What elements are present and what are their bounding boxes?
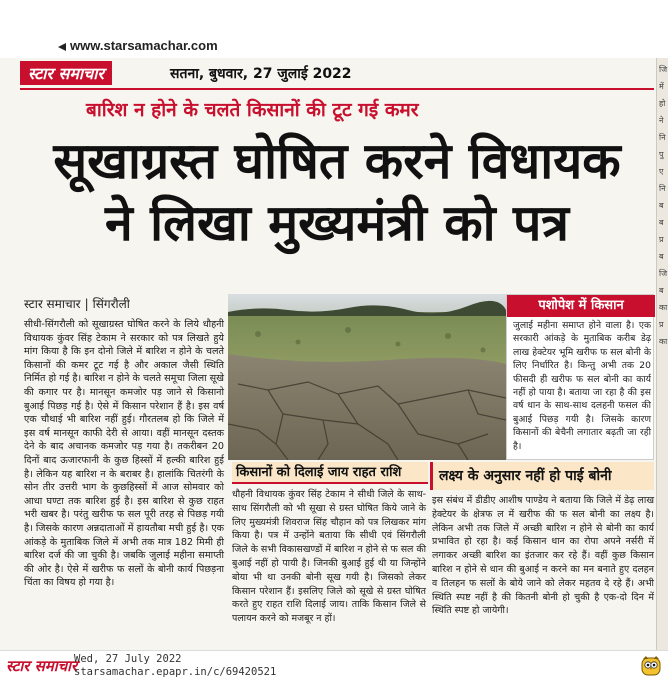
footer-bar [0,650,668,680]
edge-fragment: ब [659,286,664,295]
dateline: सतना, बुधवार, 27 जुलाई 2022 [170,66,352,82]
masthead [20,58,654,90]
edge-fragment: ब [659,218,664,227]
edge-fragment: का [659,337,668,346]
edge-fragment: में [659,82,664,91]
subhead-relief: किसानों को दिलाई जाय राहत राशि [232,462,428,484]
site-url[interactable]: www.starsamachar.com [58,38,218,53]
edge-fragment: नि [659,184,666,193]
byline-place: सिंगरौली [92,297,130,311]
footer-date: Wed, 27 July 2022 [74,653,182,665]
edge-fragment: जि [659,269,668,278]
edge-fragment: ने [659,116,664,125]
edge-fragment: ब [659,252,664,261]
dry-field-illustration [228,294,506,460]
dry-field-photo [228,294,506,460]
body-column-right: इस संबंध में डीडीए आशीष पाण्डेय ने बताया कि जिले में डेढ़ लाख हेक्टेयर के क्षेत्रफ ल में खरीफ की फ सल बोनी का लक्ष्य है। लेकिन अभी तक जिले में अच्छी बारिश न होने से बोनी का कार्य प्रभावित हो रहा है। कई किसान धान का रोपा अपने नर्सरी में लगाकर अच्छी बारिश का इंतजार कर रहे हैं। वहीं कुछ किसान बारिश न होने से धान की बुआई न करने का मन बनाते हुए दलहन व तिलहन फ सलों के बोये जाने को लेकर महतव दे रहे हैं। अभी स्थिति स्पष्ट नहीं है की कितनी बोनी हो चुकी है एक-दो दिन में स्थिति स्पष्ट हो जायेगी। [432,495,654,617]
edge-fragment: का [659,303,668,312]
subhead-target: लक्ष्य के अनुसार नहीं हो पाई बोनी [430,462,654,490]
sidebar-title: पशोपेश में किसान [507,295,655,317]
edge-fragment: जि [659,65,668,74]
url-strip [0,0,668,58]
byline-source: स्टार समाचार [24,297,81,311]
sidebar-box [506,294,654,460]
headline-line-1: सूखाग्रस्त घोषित करने विधायक [53,132,621,190]
byline: स्टार समाचार | सिंगरौली [24,297,130,311]
footer-brand-logo: स्टार समाचार [6,657,78,675]
brand-logo: स्टार समाचार [20,61,112,85]
main-headline [22,130,652,254]
adjacent-article-edge [656,58,668,658]
kicker-headline: बारिश न होने के चलते किसानों की टूट गई कमर [86,99,419,121]
edge-fragment: ए [659,167,664,176]
edge-fragment: प्र [659,235,664,244]
headline-line-2: ने लिखा मुख्यमंत्री को पत्र [104,194,570,252]
edge-fragment: नि [659,133,666,142]
footer-meta [74,653,276,679]
edge-fragment: ब [659,201,664,210]
edge-fragment: हो [659,99,666,108]
body-column-left: सीधी-सिंगरौली को सूखाग्रस्त घोषित करने के लिये धौहनी विधायक कुंवर सिंह टेकाम ने सरकार को पत्र लिखते हुये मांग किया है कि इन दोनो जिले में बारिश न होने के चलते किसानों की कमर टूट गई है और अकाल जैसी स्थिति निर्मित हो गई है। बारिश न होने के चलते समूचा जिला सूखे की कगार पर है। मानसून कमजोर पड़ जाने से किसानो बुआई पिछड़ गई है। ऐसे में किसान परेशान हैं है। इस वर्ष एक चौथाई भी बारिश नहीं हुई। गौरतलब हो कि जिले में इस वर्ष मानसून काफी देरी से आया। वहीं मानसून दस्तक देने के बाद अचानक कमजोर पड़ गया है। तकरीबन 20 दिनों बाद ऊजारफानी के कुछ हिस्सों में हल्की बारिश हुई है। लेकिन यह बारिश न के बराबर है। हालांकि चितरंगी के सोन तीर उत्तरी भाग के कुछहिस्सों में आज सोमवार को आधा घण्टा तक बारिश हुई है। इस बारिश से कुछ राहत भरी खबर है। परंतु खरीफ फ सल पूरी तरह से पिछड़ गयी है। जिसके कारण अन्नदाताओं में हायतौबा मची हुई है। एक आंकड़े के मुताबिक जिले में अभी तक मात्र 182 मिमी ही बारिश दर्ज की जा चुकी है। जबकि जुलाई महीना समाप्ती की ओर है। ऐसे में खरीफ फ सलों के बोनी कार्य पिछड़ना चिंता का विषय हो गया है। [24,319,224,589]
pointer-icon [58,43,66,51]
sidebar-text: जुलाई महीना समाप्त होने वाला है। एक सरकारी आंकड़े के मुताबिक करीब डेढ़ लाख हेक्टेयर भूमि खरीफ फ सल बोनी के लिए निर्धारित है। किन्तु अभी तक 20 फीसदी ही खरीफ फ सल बोनी का कार्य नहीं हो पाया है। बताया जा रहा है की इस वर्ष धान के साथ-साथ दलहनी फसल की बुआई पिछड़ गयी है। जिसके कारण किसानों की बेचैनी लगातार बढ़ती जा रही है। [513,320,651,452]
owl-icon[interactable] [640,655,662,677]
body-column-mid: धौहनी विधायक कुंवर सिंह टेकाम ने सीधी जिले के साथ-साथ सिंगरौली को भी सूखा से ग्रस्त घोषित किये जाने के लिए मुख्यमंत्री शिवराज सिंह चौहान को पत्र लिखकर मांग किया है। पत्र में उन्होंने बताया कि सीधी एवं सिंगरौली जिले के सभी विकासखण्डों में बारिश न होने से फ सल की बुआई नहीं हो पायी है। जिनकी बुआई हुई थी या जिन्होंने बोया भी था उनकी बोनी सूख गयी है। जिसको लेकर किसान परेशान हैं। इसलिए जिले को सूखे से ग्रस्त घोषित करते हुए राहत राशि दिलाई जाय। ताकि किसान जिले से पलायन करने को मजबूर न हों। [232,489,426,625]
edge-fragment: पु [659,150,664,159]
footer-link[interactable]: starsamachar.epapr.in/c/69420521 [74,666,277,678]
edge-fragment: प्र [659,320,664,329]
